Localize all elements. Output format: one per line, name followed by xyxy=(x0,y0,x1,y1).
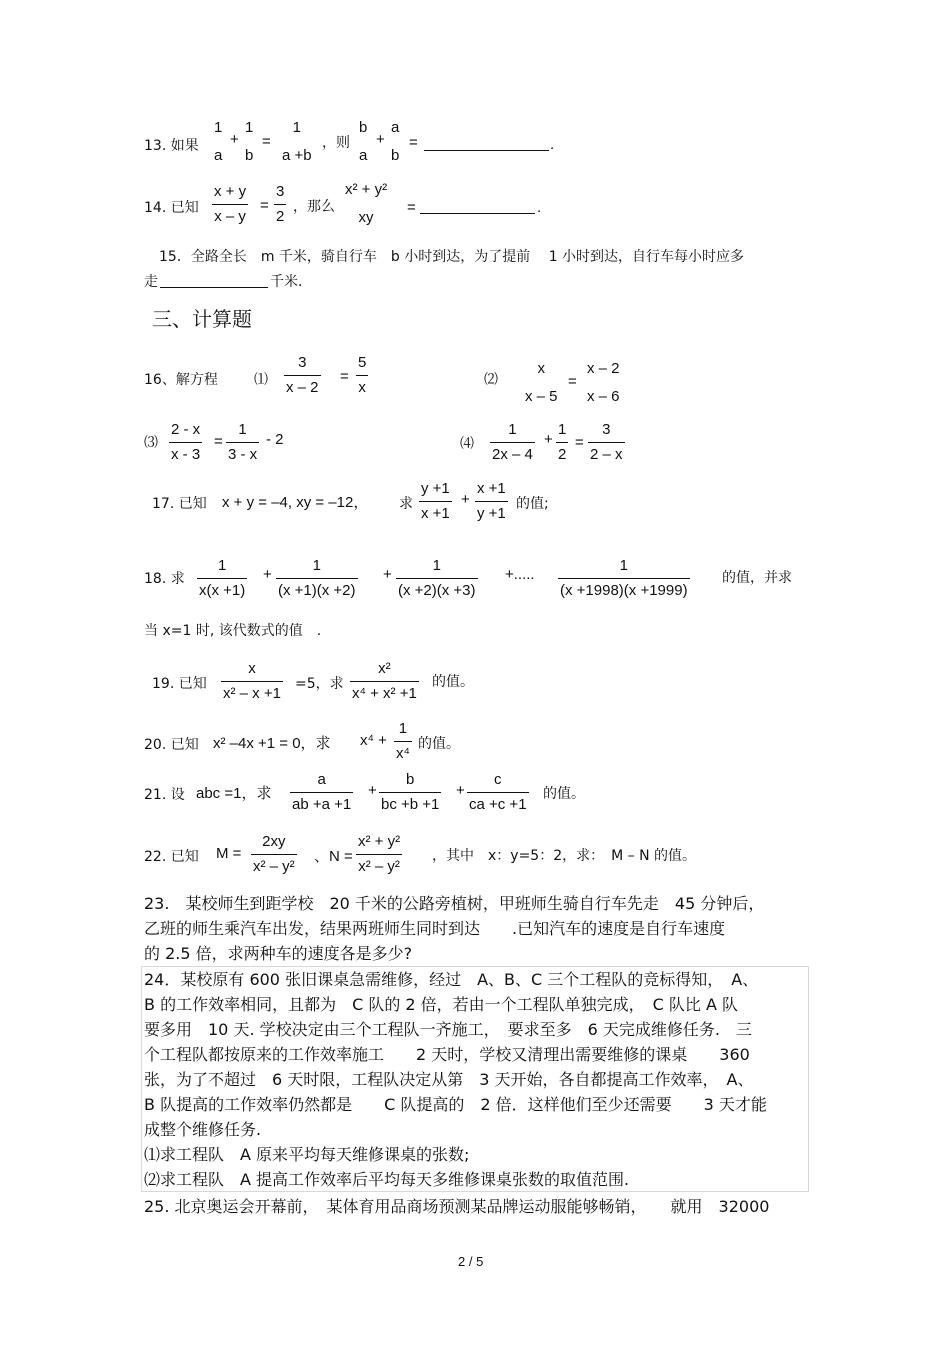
fraction-bar xyxy=(226,442,259,443)
problem-24-line-3: 要多用 10 天. 学校决定由三个工程队一齐施工， 要求至多 6 天完成维修任务. 三 xyxy=(144,1020,752,1039)
p19-target-fraction xyxy=(350,659,419,704)
problem-17-condition: x + y = –4, xy = –12， xyxy=(222,494,369,511)
problem-24-line-6: B 队提高的工作效率仍然都是 C 队提高的 2 倍．这样他们至少还需要 3 天才能 xyxy=(144,1095,767,1114)
ellipsis: +..... xyxy=(505,566,535,583)
part-2-marker: ⑵ xyxy=(484,372,498,388)
numerator: x +1 xyxy=(477,480,506,497)
then-text: ，则 xyxy=(322,135,350,151)
denominator: x – 5 xyxy=(525,388,558,405)
then-text: ，那么 xyxy=(293,199,335,215)
problem-14-number: 14. 已知 xyxy=(144,200,199,216)
denominator: (x +1998)(x +1999) xyxy=(560,582,688,599)
p13-fraction-1-over-b xyxy=(243,118,255,166)
p17-fraction-y1-over-x1 xyxy=(419,479,452,524)
equals-sign: = xyxy=(407,199,416,216)
p16-4-second-fraction xyxy=(556,420,568,465)
numerator: a xyxy=(317,771,326,788)
fraction-bar xyxy=(467,792,529,793)
denominator: b xyxy=(245,147,254,164)
p21-fraction-a xyxy=(290,770,353,815)
denominator: x – 6 xyxy=(587,388,620,405)
fraction-bar xyxy=(212,204,248,205)
fraction-bar xyxy=(396,578,478,579)
answer-blank xyxy=(424,136,549,151)
denominator: x⁴ + x² +1 xyxy=(352,685,417,702)
fraction-bar xyxy=(169,442,202,443)
denominator: 2x – 4 xyxy=(492,446,533,463)
p16-2-right-fraction xyxy=(585,359,622,407)
page-number: 2 / 5 xyxy=(458,1254,484,1269)
denominator: 2 xyxy=(276,208,285,225)
condition-text: abc =1，求 xyxy=(196,785,272,802)
problem-24-subquestion-2: ⑵求工程队 A 提高工作效率后平均每天多维修课桌张数的取值范围. xyxy=(144,1170,630,1189)
problem-23-line-1: 23. 某校师生到距学校 20 千米的公路旁植树，甲班师生骑自行车先走 45 分钟后， xyxy=(144,894,765,913)
numerator: 1 xyxy=(398,720,408,737)
p13-fraction-a-over-b xyxy=(389,118,401,166)
numerator: 2xy xyxy=(262,833,286,850)
p22-fraction-n xyxy=(356,832,402,877)
problem-23-line-3: 的 2.5 倍，求两种车的速度各是多少? xyxy=(144,944,413,963)
fraction-bar xyxy=(274,204,286,205)
numerator: 1 xyxy=(558,421,567,438)
problem-25-line-1: 25. 北京奥运会开幕前， 某体育用品商场预测某品牌运动服能够畅销， 就用 32000 xyxy=(144,1197,770,1216)
problem-16-label: 16、解方程 xyxy=(144,372,218,388)
p21-fraction-c xyxy=(467,770,529,815)
numerator: 1 xyxy=(312,557,321,574)
condition-text: x² –4x +1 = 0，求 xyxy=(213,735,331,752)
condition-text: =5，求 xyxy=(295,676,344,692)
equals-sign: = xyxy=(262,133,271,150)
denominator: y +1 xyxy=(477,505,506,522)
p16-4-third-fraction xyxy=(588,420,625,465)
denominator: a xyxy=(359,147,368,164)
minus-two: - 2 xyxy=(266,431,284,448)
p22-fraction-m xyxy=(251,832,297,877)
p19-condition-fraction xyxy=(221,659,283,704)
numerator: 1 xyxy=(214,119,223,136)
problem-24-line-5: 张，为了不超过 6 天时限，工程队决定从第 3 天开始，各自都提高工作效率， A、 xyxy=(144,1070,754,1089)
numerator: b xyxy=(406,771,415,788)
numerator: x² + y² xyxy=(345,181,388,198)
ask-text: 求 xyxy=(399,496,413,512)
fraction-bar xyxy=(290,792,353,793)
tail-text: ，其中 x：y=5：2，求： M – N 的值。 xyxy=(432,848,697,864)
problem-17-lead: 17. 已知 xyxy=(152,496,207,512)
equals-sign: = xyxy=(260,197,269,214)
problem-24-subquestion-1: ⑴求工程队 A 原来平均每天维修课桌的张数; xyxy=(144,1145,470,1164)
p17-fraction-x1-over-y1 xyxy=(475,479,508,524)
fraction-bar xyxy=(251,854,297,855)
denominator: x² – y² xyxy=(358,858,400,875)
numerator: 5 xyxy=(358,354,367,371)
problem-19-lead: 19. 已知 xyxy=(152,676,207,692)
denominator: b xyxy=(391,147,400,164)
denominator: x⁴ xyxy=(396,745,410,762)
fraction-bar xyxy=(356,854,402,855)
numerator: 1 xyxy=(508,421,517,438)
denominator: x - 3 xyxy=(171,446,201,463)
answer-blank xyxy=(420,199,535,214)
denominator: x² – x +1 xyxy=(223,685,281,702)
denominator: a xyxy=(214,147,223,164)
numerator: 1 xyxy=(238,421,247,438)
fraction-bar xyxy=(350,681,419,682)
p18-term-last xyxy=(558,556,690,601)
problem-18-lead: 18. 求 xyxy=(144,571,185,587)
fraction-bar xyxy=(394,741,412,742)
fraction-bar xyxy=(276,578,358,579)
numerator: 3 xyxy=(276,183,285,200)
tail-text: 的值。 xyxy=(543,786,585,802)
fraction-bar xyxy=(475,501,508,502)
numerator: 3 xyxy=(602,421,611,438)
denominator: 2 xyxy=(558,446,567,463)
p13-fraction-1-over-a xyxy=(212,118,224,166)
denominator: x(x +1) xyxy=(199,582,246,599)
fraction-bar xyxy=(197,578,247,579)
fraction-bar xyxy=(419,501,452,502)
m-label: M = xyxy=(216,845,242,862)
problem-15-line-2-end: 千米． xyxy=(270,274,312,290)
numerator: 1 xyxy=(217,557,227,574)
numerator: 2 - x xyxy=(171,421,201,438)
fraction-bar xyxy=(379,792,441,793)
answer-blank xyxy=(160,272,268,288)
equals-sign: = xyxy=(568,373,577,390)
numerator: 1 xyxy=(292,119,301,136)
plus-sign: + xyxy=(368,782,377,799)
x4-term: x⁴ + xyxy=(360,732,387,749)
part-4-marker: ⑷ xyxy=(460,436,474,452)
problem-20-lead: 20. 已知 xyxy=(144,737,199,753)
p16-1-right-fraction xyxy=(356,353,368,398)
period: . xyxy=(537,199,542,216)
period: . xyxy=(550,136,555,153)
problem-23-line-2: 乙班的师生乘汽车出发，结果两班师生同时到达 .已知汽车的速度是自行车速度 xyxy=(144,919,726,938)
numerator: a xyxy=(391,119,400,136)
denominator: x – y xyxy=(214,208,246,225)
equals-sign: = xyxy=(214,433,223,450)
p18-term-3 xyxy=(396,556,478,601)
p16-4-first-fraction xyxy=(490,420,535,465)
denominator: xy xyxy=(358,209,374,226)
fraction-bar xyxy=(284,375,321,376)
p14-fraction-3-over-2 xyxy=(274,182,286,227)
p16-3-right-fraction xyxy=(226,420,259,465)
numerator: x – 2 xyxy=(587,360,620,377)
numerator: b xyxy=(359,119,368,136)
part-3-marker: ⑶ xyxy=(144,435,158,451)
p13-fraction-1-over-a-plus-b xyxy=(280,118,314,166)
denominator: ab +a +1 xyxy=(292,796,352,813)
numerator: x² + y² xyxy=(358,833,401,850)
numerator: 1 xyxy=(245,119,254,136)
plus-sign: + xyxy=(383,566,392,583)
problem-21-lead: 21. 设 xyxy=(144,787,185,803)
plus-sign: + xyxy=(456,782,465,799)
fraction-bar xyxy=(588,442,625,443)
fraction-bar xyxy=(221,681,283,682)
problem-24-line-1: 24．某校原有 600 张旧课桌急需维修，经过 A、B、C 三个工程队的竞标得知， A、 xyxy=(144,970,759,989)
problem-18-line-2: 当 x=1 时, 该代数式的值 . xyxy=(144,623,322,639)
problem-15-line-2-start: 走 xyxy=(144,274,158,290)
plus-sign: + xyxy=(461,491,470,508)
problem-24-line-7: 成整个维修任务. xyxy=(144,1120,262,1139)
p16-2-left-fraction xyxy=(523,359,560,407)
denominator: 3 - x xyxy=(228,446,258,463)
denominator: (x +1)(x +2) xyxy=(278,582,356,599)
problem-24-line-4: 个工程队都按原来的工作效率施工 2 天时，学校又清理出需要维修的课桌 360 xyxy=(144,1045,750,1064)
denominator: x xyxy=(358,379,366,396)
problem-22-lead: 22. 已知 xyxy=(144,849,199,865)
problem-13-number: 13. 如果 xyxy=(144,138,199,154)
numerator: x² xyxy=(378,660,391,677)
fraction-bar xyxy=(556,442,568,443)
denominator: bc +b +1 xyxy=(381,796,440,813)
p16-3-left-fraction xyxy=(169,420,202,465)
p14-fraction-x2-plus-y2-over-xy xyxy=(343,180,389,228)
problem-24-line-2: B 的工作效率相同，且都为 C 队的 2 倍，若由一个工程队单独完成， C 队比 A 队 xyxy=(144,995,739,1014)
numerator: x + y xyxy=(214,183,247,200)
tail-text: 的值，并求 xyxy=(722,570,792,586)
denominator: (x +2)(x +3) xyxy=(398,582,476,599)
p21-fraction-b xyxy=(379,770,441,815)
fraction-bar xyxy=(490,442,535,443)
fraction-bar xyxy=(356,375,368,376)
p18-term-2 xyxy=(276,556,358,601)
tail-text: 的值; xyxy=(516,496,549,512)
numerator: y +1 xyxy=(421,480,450,497)
problem-15-line-1: 15．全路全长 m 千米，骑自行车 b 小时到达，为了提前 1 小时到达，自行车每小时应多 xyxy=(159,249,745,265)
equals-sign: = xyxy=(575,434,584,451)
denominator: x +1 xyxy=(421,505,450,522)
part-1-marker: ⑴ xyxy=(254,372,268,388)
plus-sign: + xyxy=(230,131,239,148)
numerator: 1 xyxy=(432,557,441,574)
denominator: 2 – x xyxy=(590,446,623,463)
plus-sign: + xyxy=(544,431,553,448)
section-title: 三、计算题 xyxy=(152,307,252,331)
tail-text: 的值。 xyxy=(432,674,474,690)
p20-reciprocal-fraction xyxy=(394,719,412,764)
numerator: 1 xyxy=(619,557,628,574)
p14-fraction-x-plus-y-over-x-minus-y xyxy=(212,182,248,227)
n-label: 、N = xyxy=(314,848,353,865)
p16-1-left-fraction xyxy=(284,353,321,398)
denominator: ca +c +1 xyxy=(469,796,527,813)
plus-sign: + xyxy=(376,131,385,148)
plus-sign: + xyxy=(263,566,272,583)
p13-fraction-b-over-a xyxy=(357,118,369,166)
numerator: 3 xyxy=(298,354,307,371)
fraction-bar xyxy=(558,578,690,579)
numerator: c xyxy=(494,771,502,788)
denominator: a +b xyxy=(282,147,312,164)
p18-term-1 xyxy=(197,556,247,601)
tail-text: 的值。 xyxy=(418,736,460,752)
numerator: x xyxy=(248,660,256,677)
numerator: x xyxy=(537,360,546,377)
equals-sign: = xyxy=(340,368,349,385)
denominator: x – 2 xyxy=(286,379,319,396)
denominator: x² – y² xyxy=(253,858,295,875)
equals-sign: = xyxy=(409,134,418,151)
